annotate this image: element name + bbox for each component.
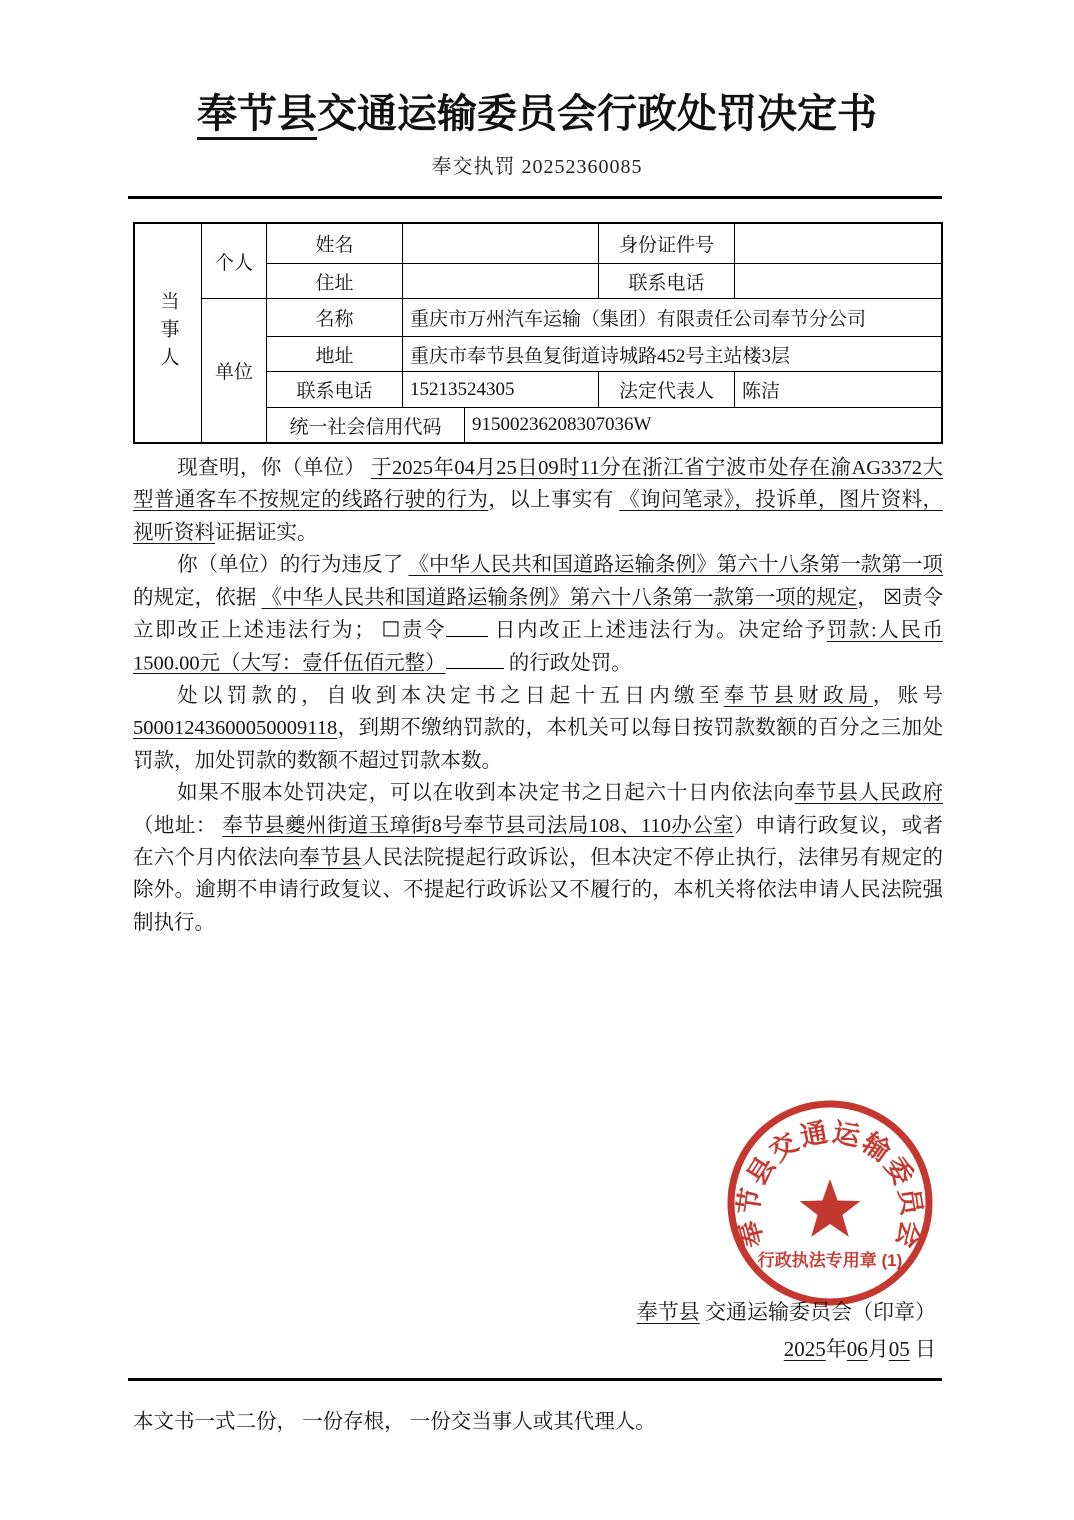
- address-label: 住址: [267, 264, 403, 299]
- org-name-label: 名称: [267, 299, 403, 337]
- seal-graphic: [722, 1096, 938, 1312]
- credit-code-label: 统一社会信用代码: [267, 408, 465, 442]
- court-county-underline: 奉节县: [299, 846, 362, 869]
- id-number-label: 身份证件号: [599, 224, 735, 264]
- title-rest: 交通运输委员会行政处罚决定书: [317, 92, 877, 136]
- org-group-label: 单位: [202, 299, 267, 442]
- paragraph-payment: 处以罚款的，自收到本决定书之日起十五日内缴至奉节县财政局，账号50001243600050009118，到期不缴纳罚款的，本机关可以每日按罚款数额的百分之三加处罚款，加处罚款的数额不超过罚款本数。: [133, 684, 944, 772]
- name-label: 姓名: [267, 224, 403, 264]
- treasury-underline: 奉节县财政局: [723, 684, 873, 707]
- review-address-underline: 奉节县夔州街道玉璋街8号奉节县司法局108、110办公室: [222, 814, 735, 837]
- person-phone-label: 联系电话: [599, 264, 735, 299]
- issuer-county-underline: 奉节县: [636, 1300, 700, 1324]
- paragraph-appeal: 如果不服本处罚决定，可以在收到本决定书之日起六十日内依法向奉节县人民政府（地址： 奉节县夔州街道玉璋街8号奉节县司法局108、110办公室）申请行政复议，或者在六个月内依法向奉节县人民法院提起行政诉讼，但本决定不停止执行，法律另有规定的除外。逾期不申请行政复议、不提起行政诉讼又不履行的，本机关将依法申请人民法院强制执行。: [133, 782, 944, 934]
- party-side-header: 当事人: [135, 224, 202, 442]
- basis-regulation-underline: 《中华人民共和国道路运输条例》第六十八条第一款第一项的规定: [261, 586, 858, 609]
- id-number-value: [735, 224, 941, 264]
- name-value: [403, 224, 599, 264]
- document-number: 奉交执罚 20252360085: [431, 156, 643, 178]
- person-group-label: 个人: [202, 224, 267, 299]
- document-title: [0, 82, 1074, 139]
- footer-note: 本文书一式二份， 一份存根， 一份交当事人或其代理人。: [133, 1411, 656, 1433]
- review-authority-underline: 奉节县人民政府: [794, 782, 944, 805]
- seal-ring-text: 奉节县交通运输委员会: [733, 1117, 927, 1251]
- date-year: 2025: [783, 1337, 826, 1361]
- paragraph-facts: 现查明，你（单位） 于2025年04月25日09时11分在浙江省宁波市处存在渝AG3372大型普通客车不按规定的线路行驶的行为，以上事实有 《询问笔录》，投诉单，图片资料，视听资料证据证实。: [133, 457, 944, 544]
- checkbox-checked-icon: ☒: [883, 584, 902, 609]
- fine-amount-underline: 罚款:人民币1500.00元（大写：壹仟伍佰元整）: [133, 619, 944, 675]
- official-seal: [722, 1096, 938, 1312]
- credit-code-value: 91500236208307036W: [472, 414, 652, 435]
- legal-rep-label: 法定代表人: [599, 372, 735, 408]
- person-phone-value: [735, 264, 941, 299]
- signature-block: [637, 1294, 936, 1368]
- seal-ring: [731, 1104, 929, 1302]
- issuer-line: 奉节县 交通运输委员会（印章）: [636, 1300, 936, 1324]
- org-phone-label: 联系电话: [267, 372, 403, 408]
- document-body: [133, 452, 943, 939]
- date-month: 06: [846, 1337, 868, 1361]
- paragraph-violation: 你（单位）的行为违反了 《中华人民共和国道路运输条例》第六十八条第一款第一项的规定，依据 《中华人民共和国道路运输条例》第六十八条第一款第一项的规定， ☒责令立即改正上述违法行为； ☐责令 日内改正上述违法行为。决定给予罚款:人民币1500.00元（大写：壹仟伍佰元整） 的行政处罚。: [133, 554, 944, 675]
- org-phone-value: 15213524305: [403, 372, 599, 408]
- org-address-value: 重庆市奉节县鱼复街道诗城路452号主站楼3层: [403, 337, 941, 372]
- violated-regulation-underline: 《中华人民共和国道路运输条例》第六十八条第一款第一项: [408, 554, 943, 577]
- org-address-label: 地址: [267, 337, 403, 372]
- date-line: 2025年06月05 日: [783, 1337, 936, 1361]
- bottom-divider: [128, 1378, 942, 1381]
- title-issuer-name: 奉节县: [197, 92, 317, 140]
- seal-bottom-text: 行政执法专用章 (1): [757, 1251, 903, 1270]
- evidence-underline: 《询问笔录》，投诉单，图片资料，视听资料: [133, 489, 944, 544]
- violation-fact-underline: 于2025年04月25日09时11分在浙江省宁波市处存在渝AG3372大型普通客车不按规定的线路行驶的行为: [133, 457, 943, 512]
- account-number-underline: 50001243600050009118: [133, 717, 338, 740]
- address-value: [403, 264, 599, 299]
- seal-star-icon: [800, 1179, 861, 1237]
- org-name-value: 重庆市万州汽车运输（集团）有限责任公司奉节分公司: [403, 299, 941, 337]
- party-info-table: [133, 222, 943, 444]
- top-divider: [128, 196, 942, 199]
- days-blank-field: [446, 614, 488, 637]
- date-day: 05: [888, 1337, 910, 1361]
- checkbox-empty-icon: ☐: [381, 617, 401, 642]
- legal-rep-value: 陈洁: [735, 372, 941, 408]
- amount-blank-field: [446, 647, 504, 670]
